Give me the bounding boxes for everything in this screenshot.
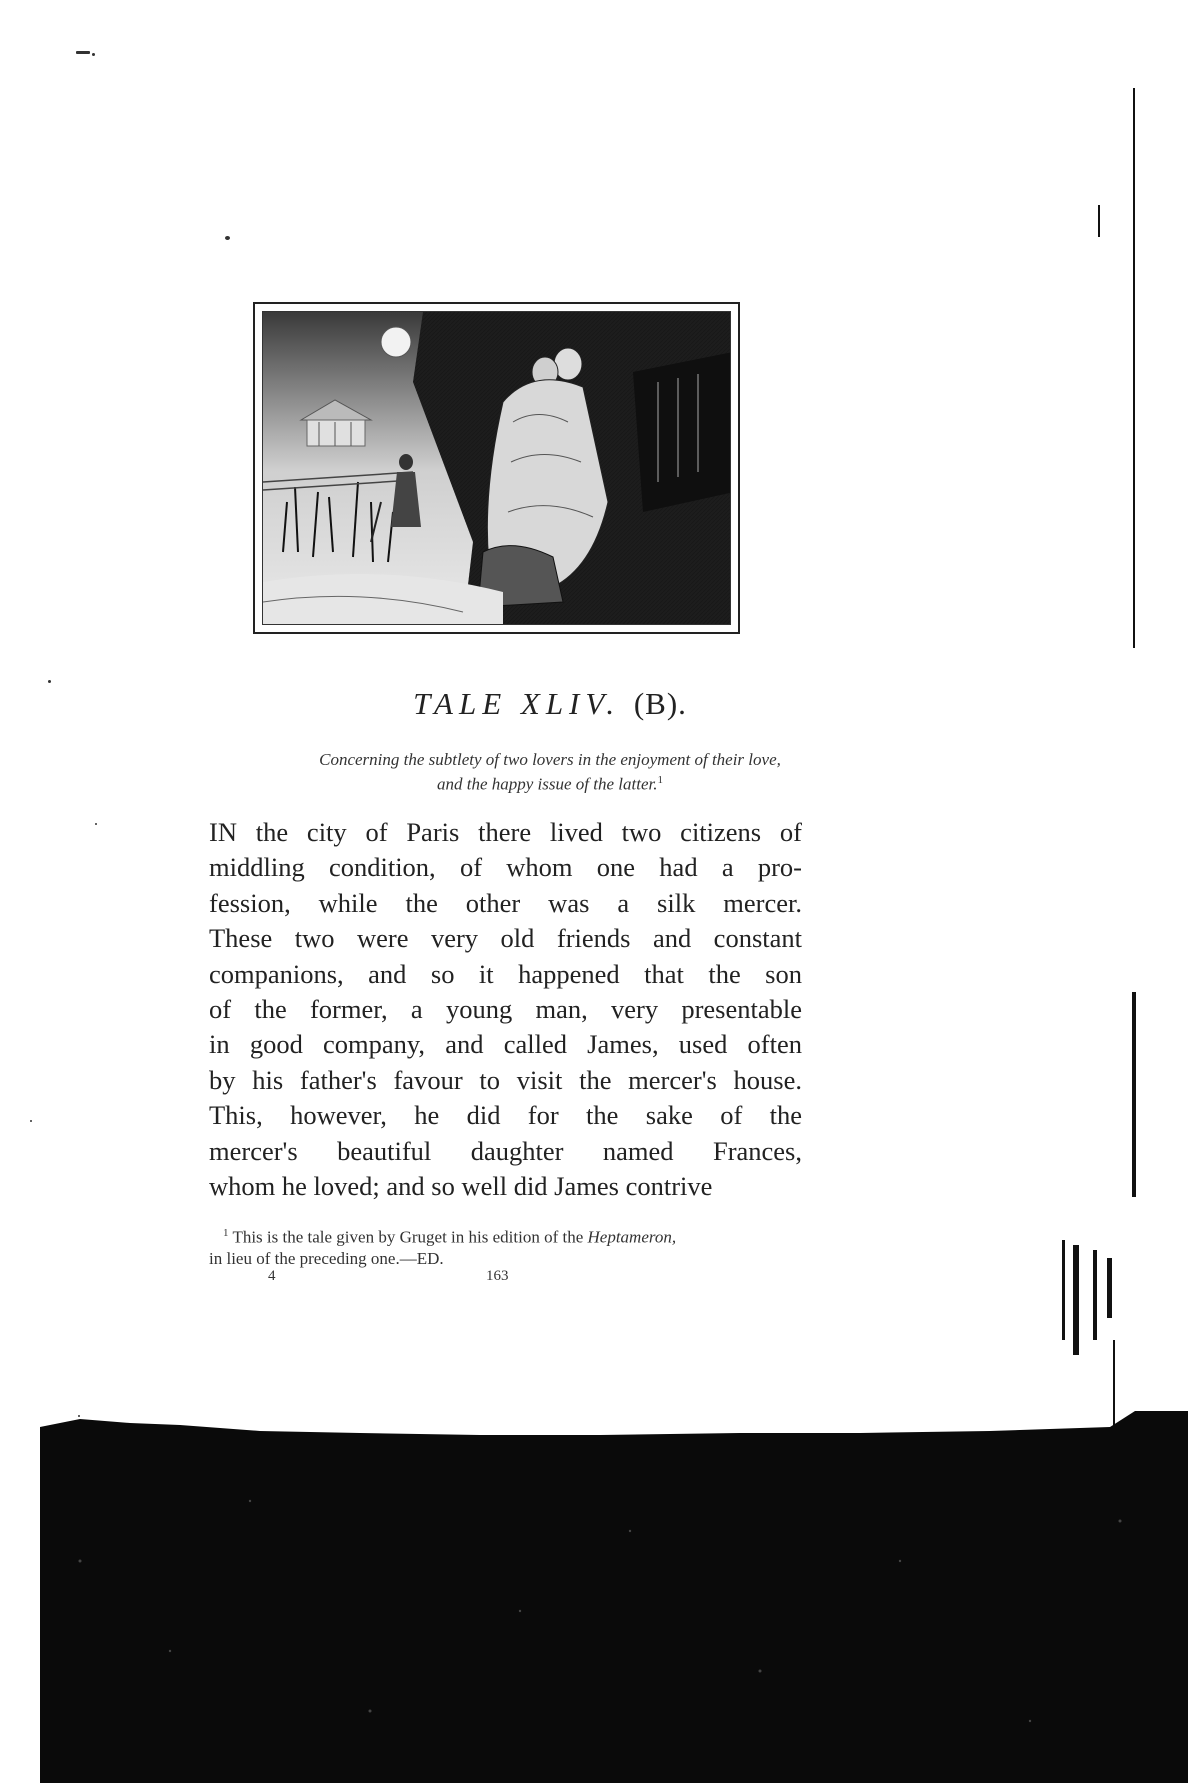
body-line: in good company, and called James, used often xyxy=(209,1029,802,1060)
engraving-frame xyxy=(253,302,740,634)
body-line: by his father's favour to visit the mercer's house. xyxy=(209,1064,802,1095)
tale-body xyxy=(209,815,802,1204)
body-line: middling condition, of whom one had a pro- xyxy=(209,852,802,883)
moon xyxy=(381,327,411,357)
tale-title-suffix: (B). xyxy=(633,686,687,721)
scan-speck xyxy=(92,53,95,56)
scan-shadow-band xyxy=(40,1411,1188,1783)
page-edge-line xyxy=(1093,1250,1097,1340)
page-edge-line xyxy=(1062,1240,1065,1340)
scan-speck xyxy=(30,1120,32,1122)
footnote-mark: 1 xyxy=(223,1227,229,1239)
body-line: This, however, he did for the sake of the xyxy=(209,1100,802,1131)
footnote xyxy=(209,1223,802,1269)
dropcap: IN xyxy=(209,817,237,847)
page-number: 163 xyxy=(486,1268,509,1284)
body-line: companions, and so it happened that the son xyxy=(209,958,802,989)
body-line: These two were very old friends and constant xyxy=(209,923,802,954)
footnote-line-1 xyxy=(209,1223,802,1248)
subtitle-line-2-text: and the happy issue of the latter. xyxy=(436,774,658,794)
page-edge-line xyxy=(1107,1258,1112,1318)
tale-title xyxy=(200,686,900,722)
page-edge-line xyxy=(1133,88,1135,648)
body-line xyxy=(209,815,802,850)
body-line-text: the city of Paris there lived two citizens of xyxy=(236,817,802,847)
engraving-illustration xyxy=(262,311,731,625)
footnote-line-2: in lieu of the preceding one.—ED. xyxy=(209,1248,444,1268)
scan-speck xyxy=(225,236,230,240)
subtitle-line-2 xyxy=(200,770,900,795)
footnote-text: This is the tale given by Gruget in his edition of the xyxy=(228,1227,588,1247)
scan-speck xyxy=(48,680,51,683)
subtitle-line-1: Concerning the subtlety of two lovers in the enjoyment of their love, xyxy=(319,750,781,769)
page-edge-line xyxy=(1098,205,1100,237)
tale-subtitle xyxy=(200,749,900,795)
signature-mark: 4 xyxy=(268,1268,276,1284)
body-line: whom he loved; and so well did James contrive xyxy=(209,1170,713,1201)
body-line: fession, while the other was a silk mercer. xyxy=(209,887,802,918)
engraving-scene xyxy=(263,312,731,625)
scan-speck xyxy=(95,823,97,825)
subtitle-footnote-mark: 1 xyxy=(657,774,663,786)
body-line: mercer's beautiful daughter named Frances, xyxy=(209,1135,802,1166)
page-edge-line xyxy=(1073,1245,1079,1355)
tale-title-main: TALE XLIV. xyxy=(413,686,621,721)
scan-speck xyxy=(76,51,90,54)
body-line: of the former, a young man, very presentable xyxy=(209,993,802,1024)
page-edge-line xyxy=(1132,992,1136,1197)
footnote-italic-title: Heptameron, xyxy=(587,1227,677,1247)
